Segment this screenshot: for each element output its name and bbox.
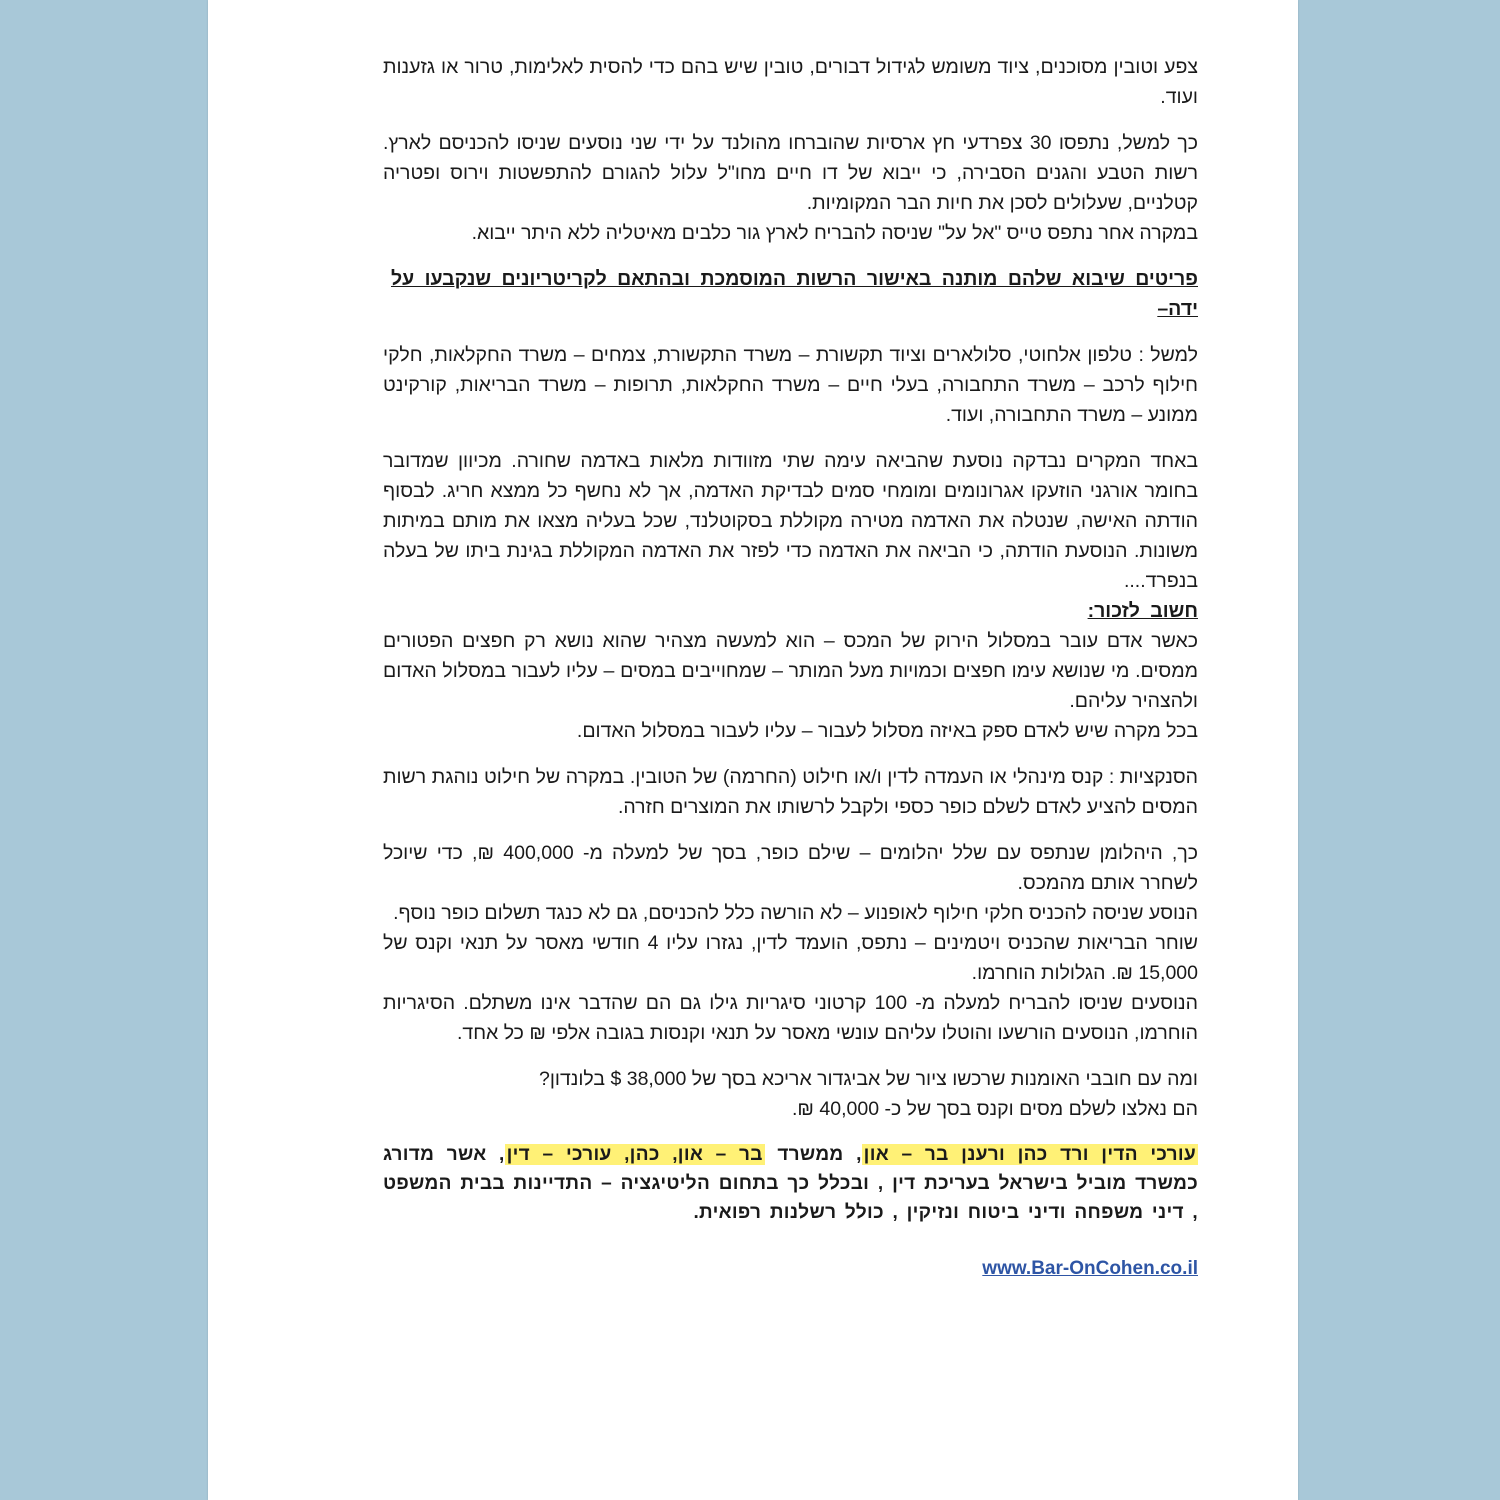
section-heading-restricted-items: פריטים שיבוא שלהם מותנה באישור הרשות המוסמכת ובהתאם לקריטריונים שנקבעו על ידה– — [391, 268, 1198, 320]
paragraph-pilot-puppy: במקרה אחר נתפס טייס "אל על" שניסה להבריח לארץ גור כלבים מאיטליה ללא היתר ייבוא. — [471, 222, 1198, 244]
paragraph-frogs-example: כך למשל, נתפסו 30 צפרדעי חץ ארסיות שהוברחו מהולנד על ידי שני נוסעים שניסו להכניסם לארץ. רשות הטבע והגנים הסבירה, כי ייבוא של דו חיים מחו"ל עלול להגורם להתפשטות וירוס ופטריה קטלניים, שעלולים לסכן את חיות הבר המקומיות. — [383, 132, 1198, 214]
paragraph-cigarettes: הנוסעים שניסו להבריח למעלה מ- 100 קרטוני סיגריות גילו גם הם שהדבר אינו משתלם. הסיגריות הוחרמו, הנוסעים הורשעו והוטלו עליהם עונשי מאסר על תנאי וקנסות בגובה אלפי ₪ כל אחד. — [383, 992, 1198, 1044]
document-content — [383, 52, 1198, 1284]
paragraph-diamond-dealer: כך, היהלומן שנתפס עם שלל יהלומים – שילם כופר, בסך של למעלה מ- 400,000 ₪, כדי שיוכל לשחרר אותם מהמכס. — [383, 842, 1198, 894]
closing-rest-text: , אשר מדורג כמשרד מוביל בישראל בעריכת דין , ובכלל כך בתחום הליטיגציה – התדיינות בבית המשפט , דיני משפחה ודיני ביטוח ונזיקין , כולל רשלנות רפואית. — [383, 1144, 1198, 1223]
document-page — [208, 0, 1298, 1500]
from-office-text: , ממשרד — [764, 1144, 862, 1165]
paragraph-cursed-soil: באחד המקרים נבדקה נוסעת שהביאה עימה שתי מזוודות מלאות באדמה שחורה. מכיוון שמדובר בחומר אורגני הוזעקו אגרונומים ומומחי סמים לבדיקת האדמה, אך לא נחשף כל ממצא חריג. לבסוף הודתה האישה, שנטלה את האדמה מטירה מקוללת בסקוטלנד, שכל בעליה מצאו את מותם במיתות משונות. הנוסעת הודתה, כי הביאה את האדמה כדי לפזר את האדמה המקוללת בגינת ביתו של בעלה בנפרד.... — [383, 450, 1198, 592]
lawyers-names: עורכי הדין ורד כהן ורענן בר – און — [863, 1144, 1196, 1165]
paragraph-art-lovers: ומה עם חובבי האומנות שרכשו ציור של אביגדור אריכא בסך של 38,000 $ בלונדון? — [539, 1068, 1198, 1090]
paragraph-vitamins: שוחר הבריאות שהכניס ויטמינים – נתפס, הועמד לדין, נגזרו עליו 4 חודשי מאסר על תנאי וקנס של 15,000 ₪. הגלולות הוחרמו. — [383, 932, 1198, 984]
paragraph-red-channel: בכל מקרה שיש לאדם ספק באיזה מסלול לעבור – עליו לעבור במסלול האדום. — [576, 720, 1198, 742]
closing-paragraph — [383, 1140, 1198, 1227]
paragraph-art-tax: הם נאלצו לשלם מסים וקנס בסך של כ- 40,000 ₪. — [792, 1098, 1198, 1120]
paragraph-ministry-examples: למשל : טלפון אלחוטי, סלולארים וציוד תקשורת – משרד התקשורת, צמחים – משרד החקלאות, חלקי חילוף לרכב – משרד התחבורה, בעלי חיים – משרד החקלאות, תרופות – משרד הבריאות, קורקינט ממונע – משרד התחבורה, ועוד. — [383, 344, 1198, 426]
firm-name: בר – און, כהן, עורכי – דין — [506, 1144, 763, 1165]
paragraph-sanctions: הסנקציות : קנס מינהלי או העמדה לדין ו/או חילוט (החרמה) של הטובין. במקרה של חילוט נוהגת רשות המסים להציע לאדם לשלם כופר כספי ולקבל לרשותו את המוצרים חזרה. — [383, 766, 1198, 818]
paragraph-motorcycle-parts: הנוסע שניסה להכניס חלקי חילוף לאופנוע – לא הורשה כלל להכניסם, גם לא כנגד תשלום כופר נוסף. — [393, 902, 1198, 924]
website-line — [383, 1253, 1198, 1284]
website-link[interactable]: www.Bar-OnCohen.co.il — [982, 1258, 1198, 1279]
paragraph-dangerous-goods-end: צפע וטובין מסוכנים, ציוד משומש לגידול דבורים, טובין שיש בהם כדי להסית לאלימות, טרור או גזענות ועוד. — [383, 56, 1198, 108]
section-heading-remember: חשוב לזכור: — [1087, 600, 1198, 622]
paragraph-green-channel: כאשר אדם עובר במסלול הירוק של המכס – הוא למעשה מצהיר שהוא נושא רק חפצים הפטורים ממסים. מי שנושא עימו חפצים וכמויות מעל המותר – שמחוייבים במסים – עליו לעבור במסלול האדום ולהצהיר עליהם. — [383, 630, 1198, 712]
